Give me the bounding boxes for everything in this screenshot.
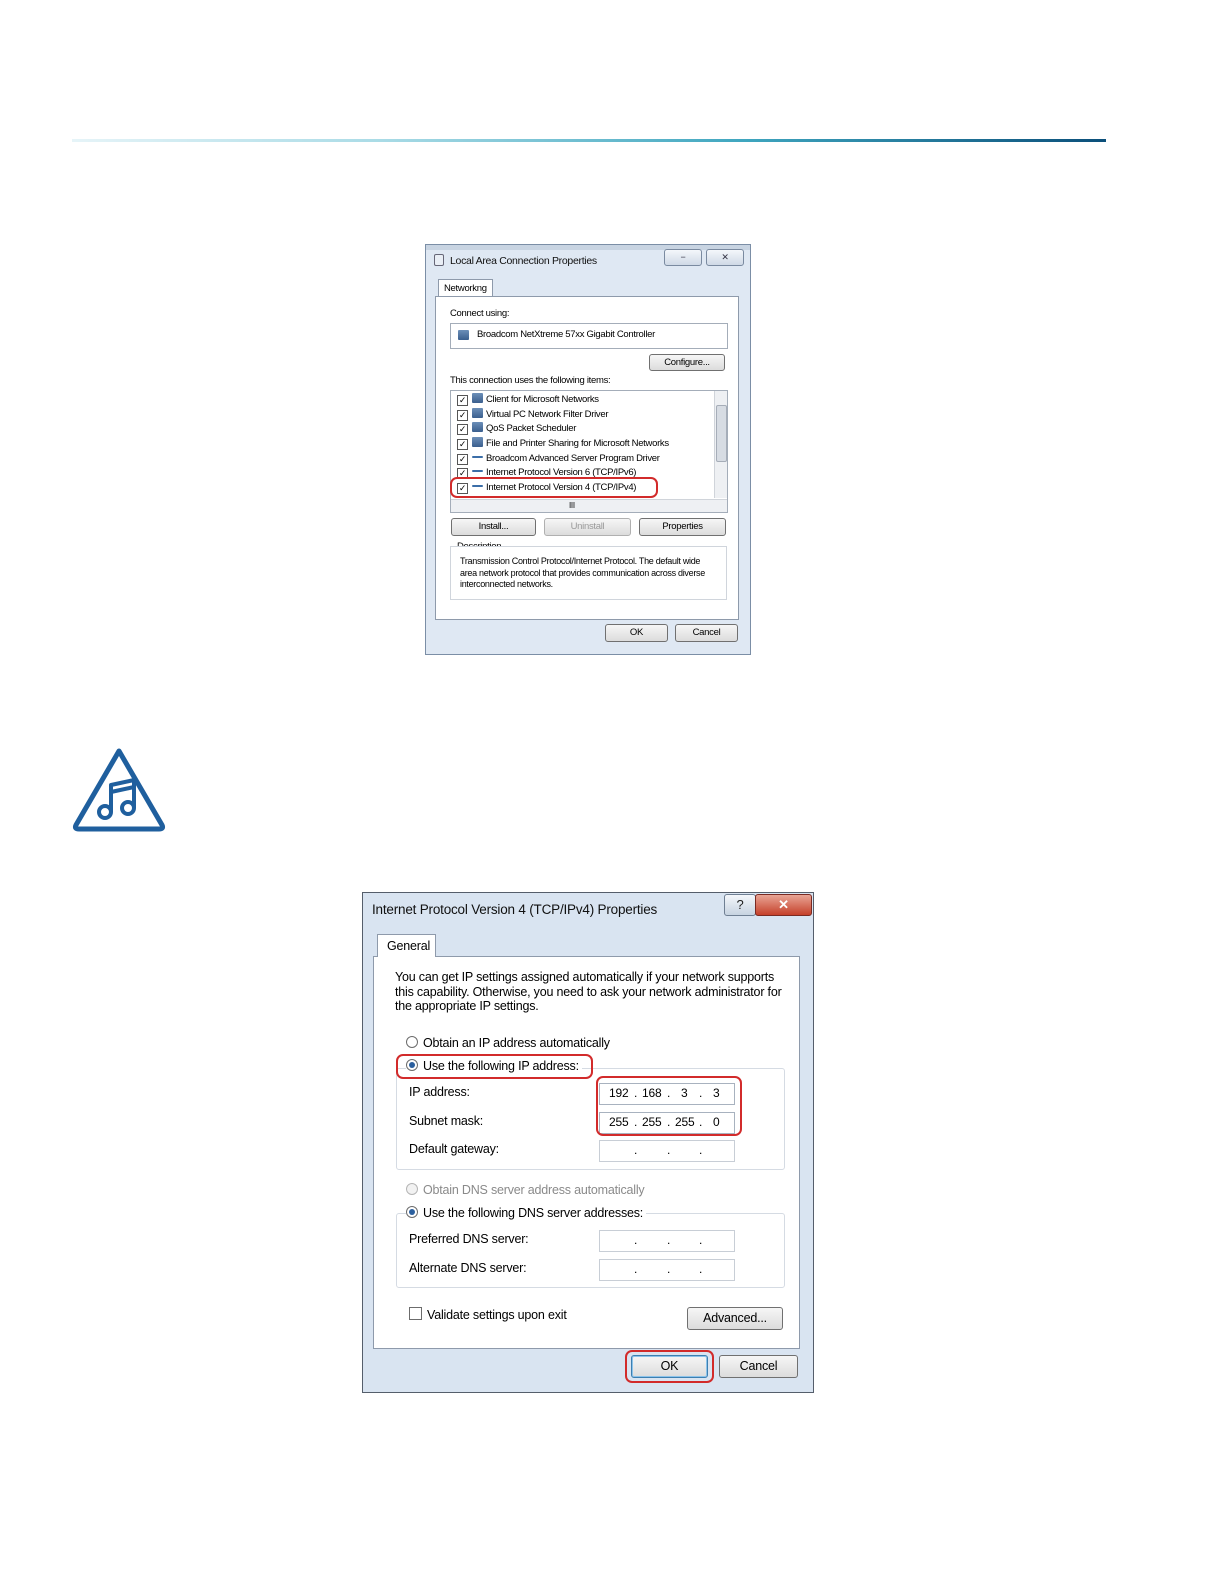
list-item[interactable]: ✓ File and Printer Sharing for Microsoft Networks	[458, 438, 669, 449]
help-button[interactable]: ?	[724, 894, 756, 916]
network-adapter-icon	[458, 330, 469, 340]
description-text: Transmission Control Protocol/Internet Protocol. The default wide area network protocol that provides communication across diverse interconnected networks.	[460, 556, 705, 589]
radio-button-selected[interactable]	[406, 1206, 418, 1218]
properties-button[interactable]: Properties	[639, 518, 726, 536]
network-icon	[434, 254, 444, 266]
checkbox[interactable]: ✓	[458, 410, 467, 420]
checkbox[interactable]: ✓	[458, 395, 467, 405]
network-service-icon	[472, 408, 483, 418]
protocol-icon	[472, 456, 483, 458]
alternate-dns-field[interactable]: . . .	[599, 1259, 735, 1281]
install-button[interactable]: Install...	[451, 518, 536, 536]
radio-button[interactable]	[406, 1036, 418, 1048]
network-client-icon	[472, 393, 483, 403]
network-service-icon	[472, 437, 483, 447]
list-item[interactable]: ✓ Internet Protocol Version 6 (TCP/IPv6)	[458, 467, 637, 478]
checkbox[interactable]: ✓	[458, 439, 467, 449]
protocol-icon	[472, 470, 483, 472]
dialog-title: Internet Protocol Version 4 (TCP/IPv4) Properties	[372, 902, 658, 917]
intro-text: You can get IP settings assigned automatically if your network supports this capability. Otherwise, you need to ask your network administrator for the appropriate IP settings.	[395, 970, 782, 1013]
list-item[interactable]: ✓ Client for Microsoft Networks	[458, 394, 599, 405]
network-service-icon	[472, 422, 483, 432]
configure-button[interactable]: Configure...	[649, 354, 725, 371]
vertical-scrollbar[interactable]	[714, 391, 727, 498]
uninstall-button[interactable]: Uninstall	[544, 518, 631, 536]
adapter-field: Broadcom NetXtreme 57xx Gigabit Controller	[450, 323, 728, 349]
local-area-connection-properties-dialog	[425, 244, 751, 655]
ip-address-field[interactable]: 192 . 168 . 3 . 3	[599, 1083, 735, 1105]
header-rule	[72, 139, 1106, 142]
validate-checkbox[interactable]: Validate settings upon exit	[409, 1307, 567, 1322]
cancel-button[interactable]: Cancel	[719, 1355, 798, 1378]
ok-button[interactable]: OK	[605, 624, 668, 642]
ok-button[interactable]: OK	[631, 1355, 708, 1378]
minimize-button[interactable]: −	[664, 249, 702, 266]
list-item[interactable]: ✓ QoS Packet Scheduler	[458, 423, 577, 434]
tab-general[interactable]: General	[377, 934, 436, 957]
checkbox[interactable]: ✓	[458, 454, 467, 464]
checkbox[interactable]: ✓	[458, 483, 467, 493]
caution-note-icon	[70, 745, 168, 833]
close-button[interactable]: ✕	[706, 249, 744, 266]
preferred-dns-label: Preferred DNS server:	[409, 1232, 529, 1246]
preferred-dns-field[interactable]: . . .	[599, 1230, 735, 1252]
default-gateway-field[interactable]: . . .	[599, 1140, 735, 1162]
scroll-thumb[interactable]	[716, 405, 727, 462]
close-button[interactable]: ✕	[755, 894, 812, 916]
list-item-ipv4[interactable]: ✓ Internet Protocol Version 4 (TCP/IPv4)	[458, 482, 637, 493]
subnet-mask-field[interactable]: 255 . 255 . 255 . 0	[599, 1112, 735, 1134]
ipv4-highlight	[450, 477, 658, 498]
radio-button-disabled[interactable]	[406, 1183, 418, 1195]
list-item[interactable]: ✓ Virtual PC Network Filter Driver	[458, 409, 609, 420]
tab-networking[interactable]: Networkng	[438, 279, 493, 296]
use-following-dns-radio[interactable]: Use the following DNS server addresses:	[406, 1206, 646, 1220]
use-following-ip-radio[interactable]: Use the following IP address:	[406, 1059, 582, 1073]
subnet-mask-label: Subnet mask:	[409, 1114, 484, 1128]
dialog-title: Local Area Connection Properties	[434, 253, 597, 269]
checkbox[interactable]	[409, 1307, 422, 1320]
items-label: This connection uses the following items:	[450, 375, 611, 386]
ok-highlight	[625, 1350, 714, 1383]
ip-subnet-highlight	[596, 1076, 742, 1136]
checkbox[interactable]: ✓	[458, 468, 467, 478]
ipv4-properties-dialog	[362, 892, 814, 1393]
obtain-dns-auto-radio[interactable]: Obtain DNS server address automatically	[406, 1183, 644, 1197]
advanced-button[interactable]: Advanced...	[687, 1307, 783, 1330]
use-ip-highlight	[396, 1054, 593, 1079]
list-item[interactable]: ✓ Broadcom Advanced Server Program Driver	[458, 453, 660, 464]
obtain-ip-auto-radio[interactable]: Obtain an IP address automatically	[406, 1036, 610, 1050]
alternate-dns-label: Alternate DNS server:	[409, 1261, 527, 1275]
checkbox[interactable]: ✓	[458, 424, 467, 434]
horizontal-scrollbar[interactable]: III	[451, 499, 727, 512]
connect-using-label: Connect using:	[450, 308, 510, 319]
default-gateway-label: Default gateway:	[409, 1142, 499, 1156]
cancel-button[interactable]: Cancel	[675, 624, 738, 642]
ip-address-label: IP address:	[409, 1085, 470, 1099]
